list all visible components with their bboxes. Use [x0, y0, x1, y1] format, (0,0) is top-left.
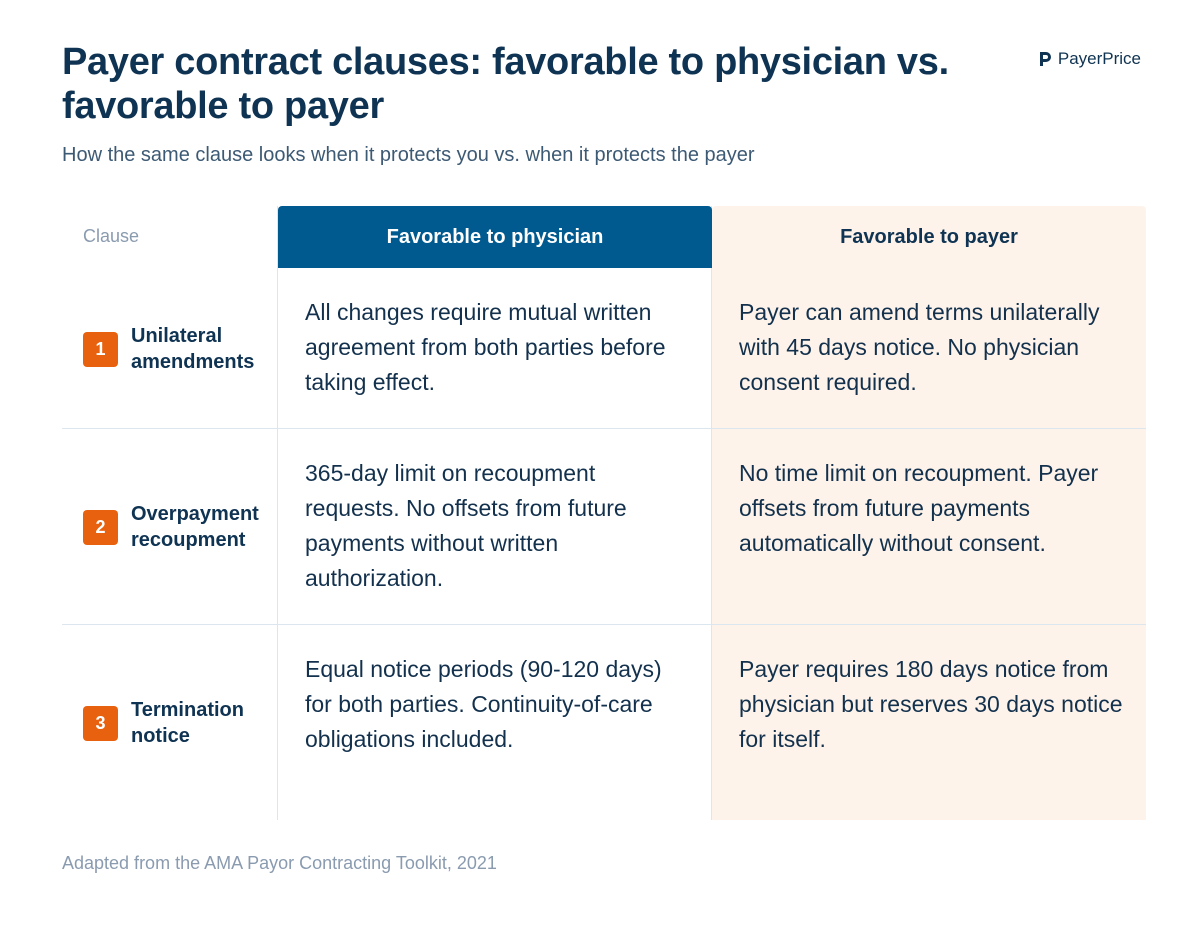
column-header-physician-label: Favorable to physician	[386, 225, 604, 248]
column-header-clause: Clause	[83, 226, 140, 246]
physician-cell: All changes require mutual written agreement from both parties before taking effect.	[305, 299, 666, 395]
clause-name: Unilateral amendments	[131, 325, 255, 373]
physician-cell: 365-day limit on recoupment requests. No offsets from future payments without written authorization.	[305, 460, 627, 591]
row-number-badge: 1	[83, 332, 118, 367]
physician-cell: Equal notice periods (90-120 days) for both parties. Continuity-of-care obligations included.	[305, 656, 662, 752]
page-title: Payer contract clauses: favorable to physician vs. favorable to payer	[62, 41, 949, 127]
table-row-label	[83, 501, 281, 553]
payer-cell: Payer requires 180 days notice from physician but reserves 30 days notice for itself.	[739, 656, 1123, 752]
payerprice-logo-icon	[1039, 51, 1052, 67]
column-header-physician	[278, 206, 712, 268]
brand-logo	[1039, 49, 1141, 69]
row-number-badge: 3	[83, 706, 118, 741]
column-header-payer-label: Favorable to payer	[840, 225, 1018, 248]
table-row-label	[83, 323, 281, 375]
source-footnote: Adapted from the AMA Payor Contracting Toolkit, 2021	[62, 853, 497, 873]
clause-name: Termination notice	[131, 699, 244, 747]
comparison-table	[62, 206, 1146, 820]
brand-name: PayerPrice	[1057, 49, 1141, 68]
payer-cell: Payer can amend terms unilaterally with 45 days notice. No physician consent required.	[739, 299, 1100, 395]
column-header-payer	[712, 206, 1146, 268]
row-divider	[62, 428, 1146, 429]
page-subtitle: How the same clause looks when it protects you vs. when it protects the payer	[62, 144, 755, 166]
table-row-label	[83, 697, 281, 749]
row-number-badge: 2	[83, 510, 118, 545]
column-divider	[711, 206, 712, 820]
payer-cell: No time limit on recoupment. Payer offsets from future payments automatically without consent.	[739, 460, 1099, 556]
clause-name: Overpayment recoupment	[131, 503, 259, 551]
row-divider	[62, 624, 1146, 625]
